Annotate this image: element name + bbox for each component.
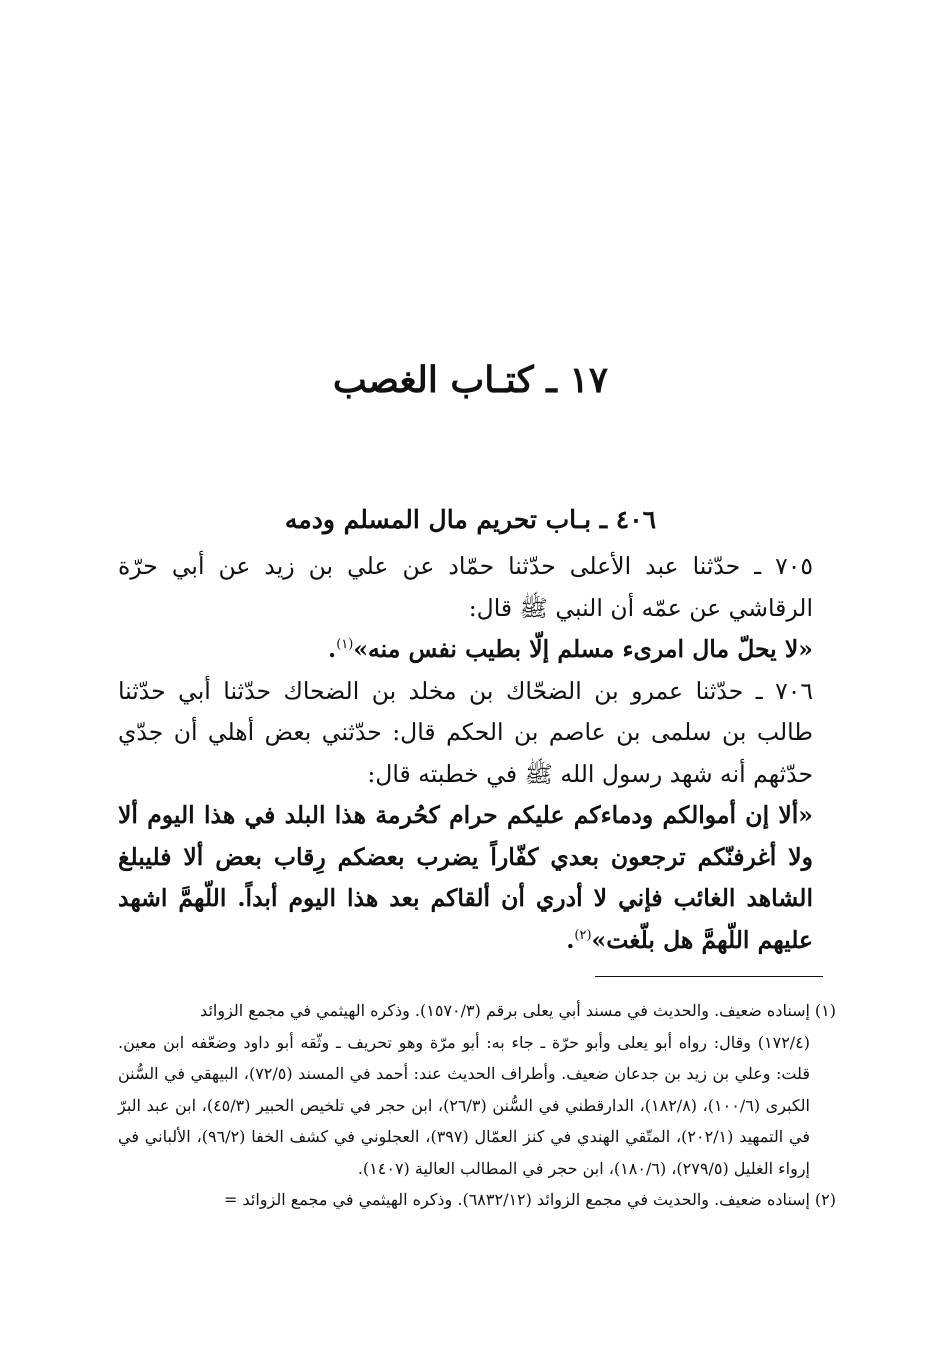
footnote-2-label: (٢) bbox=[814, 1190, 836, 1209]
hadith-706-end: . bbox=[566, 925, 575, 954]
hadith-706-quote: «ألا إن أموالكم ودماءكم عليكم حرام كحُرمة هذا البلد في هذا اليوم ألا ولا أغرفنّكم ترجعون بعدي كفّاراً يضرب بعضكم رِقاب بعض ألا فليبلغ الشاهد الغائب فإني لا أدري أن ألقاكم بعد هذا اليوم أبداً. اللّهمَّ اشهد عليهم اللّهمَّ هل بلّغت» bbox=[118, 801, 813, 954]
footnote-1-continuation: (١٧٢/٤) وقال: رواه أبو يعلى وأبو حرّة ـ جاء به: أبو مرّة وهو تحريف ـ وثّقه أبو داود وضعّفه ابن معين. قلت: وعلي بن زيد بن جدعان ضعيف. وأطراف الحديث عند: أحمد في المسند (٧٢/٥)، البيهقي في السُّنن الكبرى (١٠٠/٦)، (١٨٢/٨)، الدارقطني في السُّنن (٢٦/٣)، ابن حجر في تلخيص الحبير (٤٥/٣)، ابن عبد البرّ في التمهيد (٢٠٢/١)، المتّقي الهندي في كنز العمّال (٣٩٧)، العجلوني في كشف الخفا (٩٦/٢)، الألباني في إرواء الغليل (٢٧٩/٥)، (١٨٠/٦)، ابن حجر في المطالب العالية (١٤٠٧). bbox=[118, 1032, 811, 1178]
footnote-ref-2: (٢) bbox=[574, 927, 592, 943]
hadith-706-intro: ٧٠٦ ـ حدّثنا عمرو بن الضحّاك بن مخلد بن الضحاك حدّثنا أبي حدّثنا طالب بن سلمى بن عاصم بن الحكم قال: حدّثني بعض أهلي أن جدّي حدّثهم أنه شهد رسول الله ﷺ في خطبته قال: bbox=[118, 676, 813, 788]
footnote-1-first-line: إسناده ضعيف. والحديث في مسند أبي يعلى برقم (١٥٧٠/٣). وذكره الهيثمي في مجمع الزوائد bbox=[200, 1001, 810, 1020]
hadith-706-text bbox=[118, 795, 813, 961]
hadith-705-end: . bbox=[328, 635, 337, 663]
hadith-705-intro: ٧٠٥ ـ حدّثنا عبد الأعلى حدّثنا حمّاد عن علي بن زيد عن أبي حرّة الرقاشي عن عمّه أن النبي ﷺ قال: bbox=[118, 552, 813, 622]
footnotes bbox=[118, 995, 836, 1216]
footnote-1-label: (١) bbox=[814, 1001, 836, 1020]
hadith-705-quote: «لا يحلّ مال امرىء مسلم إلّا بطيب نفس منه» bbox=[353, 635, 813, 663]
footnote-1 bbox=[118, 995, 836, 1027]
chapter-title: ١٧ ـ كتـاب الغصب bbox=[332, 359, 609, 401]
footnote-ref-1: (١) bbox=[336, 637, 354, 652]
section-title: ٤٠٦ ـ بـاب تحريم مال المسلم ودمه bbox=[284, 505, 657, 534]
main-text bbox=[118, 546, 813, 961]
footnote-2-first-line: إسناده ضعيف. والحديث في مجمع الزوائد (٦٨٣٢/١٢). وذكره الهيثمي في مجمع الزوائد = bbox=[224, 1190, 810, 1209]
hadith-705-text bbox=[118, 629, 813, 671]
footnote-divider bbox=[595, 976, 823, 977]
footnote-2 bbox=[118, 1184, 836, 1216]
